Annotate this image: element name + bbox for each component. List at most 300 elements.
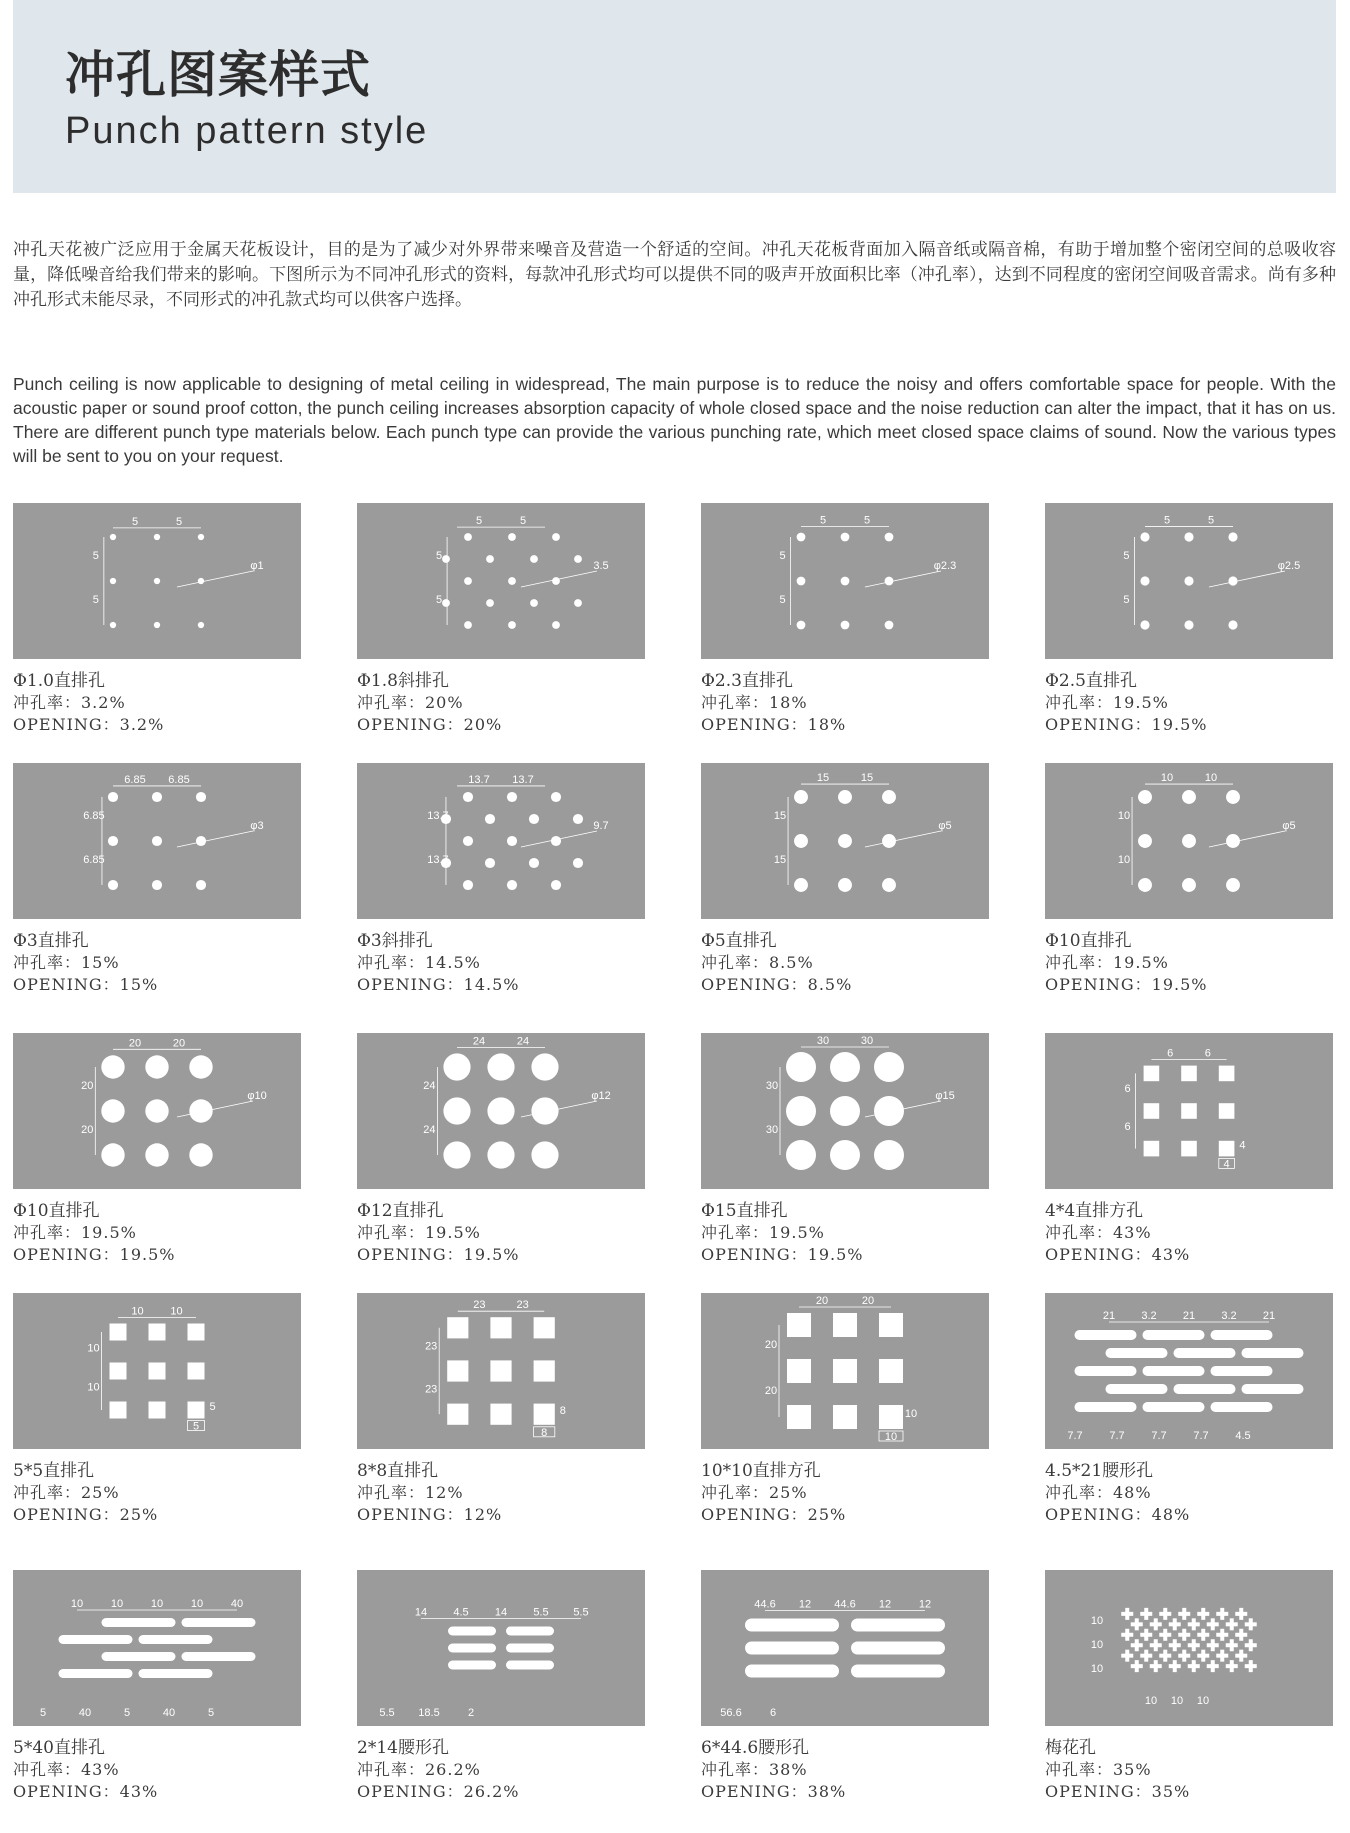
opening-rate: OPENING：19.5% — [1045, 715, 1208, 734]
punch-hole — [1207, 1618, 1219, 1630]
punch-hole — [110, 1324, 127, 1341]
opening-rate: OPENING：8.5% — [701, 975, 853, 994]
punch-hole — [874, 1052, 904, 1082]
dimension-label: 10 — [87, 1381, 100, 1394]
punch-hole — [154, 622, 160, 628]
dimension-label: 5 — [92, 550, 99, 562]
punch-hole — [1226, 1618, 1238, 1630]
diameter-leader-line — [521, 571, 597, 587]
punch-hole — [830, 1096, 860, 1126]
dimension-label: 18.5 — [418, 1707, 440, 1719]
dimension-label: 5 — [1123, 594, 1130, 606]
dimension-label: 7.7 — [1109, 1430, 1125, 1442]
dimension-label: 24 — [423, 1080, 436, 1092]
opening-rate: OPENING：14.5% — [357, 975, 520, 994]
dimension-label: 5 — [123, 1707, 131, 1719]
punch-hole — [838, 834, 852, 848]
dimension-label: 5 — [779, 594, 786, 606]
punch-hole — [1143, 1330, 1205, 1340]
punch-rate: 冲孔率：25% — [13, 1483, 120, 1502]
punch-rate: 冲孔率：48% — [1045, 1483, 1152, 1502]
punch-hole — [189, 1055, 212, 1078]
intro-paragraph-chinese: 冲孔天花被广泛应用于金属天花板设计，目的是为了减少对外界带来噪音及营造一个舒适的空间。冲孔天花板背面加入隔音纸或隔音棉，有助于增加整个密闭空间的总吸收容量，降低噪音给我们带来的影响。下图所示为不同冲孔形式的资料，每款冲孔形式均可以提供不同的吸声开放面积比率（冲孔率），达到不同程度的密闭空间吸音需求。尚有多种冲孔形式未能尽录，不同形式的冲孔款式均可以供客户选择。 — [13, 240, 1336, 310]
pattern-swatch — [357, 1293, 645, 1449]
opening-rate: OPENING：18% — [701, 715, 847, 734]
punch-hole — [188, 1324, 205, 1341]
pattern-swatch — [13, 763, 301, 919]
pattern-name: Φ10直排孔 — [1045, 931, 1132, 951]
punch-hole — [102, 1618, 176, 1627]
pattern-card — [1045, 503, 1333, 735]
punch-hole — [110, 1363, 127, 1380]
dimension-label: 10 — [1090, 1663, 1104, 1675]
dimension-label: 15 — [773, 810, 787, 822]
punch-hole — [182, 1652, 256, 1661]
punch-hole — [463, 792, 473, 802]
punch-hole — [101, 1099, 124, 1122]
punch-hole — [508, 621, 516, 629]
punch-hole — [1219, 1141, 1235, 1157]
punch-hole — [786, 1140, 816, 1170]
punch-rate: 冲孔率：14.5% — [357, 953, 481, 972]
pattern-name: Φ3直排孔 — [13, 931, 89, 951]
dimension-label: 23 — [473, 1299, 486, 1312]
punch-hole — [506, 1644, 554, 1653]
dimension-label: 5 — [207, 1707, 215, 1719]
diameter-leader-line — [177, 571, 253, 587]
dimension-label: 5 — [1163, 514, 1171, 527]
punch-hole — [487, 1141, 514, 1168]
pattern-card — [357, 503, 645, 735]
punch-hole — [1181, 1141, 1197, 1157]
dimension-label: 5 — [192, 1420, 200, 1433]
dimension-label: 20 — [81, 1124, 94, 1136]
pattern-swatch — [701, 763, 989, 919]
punch-hole — [108, 880, 118, 890]
pattern-name: Φ10直排孔 — [13, 1201, 100, 1221]
punch-rate: 冲孔率：20% — [357, 693, 464, 712]
punch-hole — [794, 878, 808, 892]
punch-hole — [787, 1313, 811, 1337]
dimension-label: 5 — [175, 515, 183, 528]
punch-hole — [534, 1360, 555, 1381]
dimension-label: 30 — [816, 1035, 830, 1047]
pattern-swatch — [1045, 1033, 1333, 1189]
pattern-swatch — [13, 1033, 301, 1189]
punch-hole — [833, 1359, 857, 1383]
dimension-label: 10 — [150, 1598, 164, 1610]
pattern-swatch — [13, 1570, 301, 1726]
dimension-label: 14 — [414, 1606, 428, 1619]
dimension-label: 10 — [190, 1598, 204, 1610]
dimension-label: 7.7 — [1193, 1430, 1209, 1442]
punch-hole — [463, 836, 473, 846]
dimension-label: 10 — [884, 1431, 898, 1443]
dimension-label: 7.7 — [1067, 1430, 1083, 1442]
punch-hole — [1188, 1618, 1200, 1630]
punch-hole — [745, 1665, 839, 1678]
punch-hole — [110, 1402, 127, 1419]
pattern-swatch — [13, 503, 301, 659]
punch-hole — [874, 1096, 904, 1126]
punch-hole — [1182, 790, 1196, 804]
dimension-label: 10 — [170, 1305, 183, 1318]
punch-hole — [531, 1141, 558, 1168]
diameter-leader-line — [865, 571, 941, 587]
dimension-label: 4 — [1223, 1158, 1230, 1171]
pattern-swatch — [701, 1033, 989, 1189]
punch-hole — [149, 1363, 166, 1380]
pattern-card — [357, 763, 645, 995]
punch-hole — [745, 1642, 839, 1655]
dimension-label: 10 — [1170, 1695, 1184, 1707]
punch-hole — [1184, 532, 1193, 541]
punch-hole — [443, 1053, 470, 1080]
punch-hole — [1075, 1330, 1137, 1340]
punch-hole — [1131, 1639, 1143, 1651]
pattern-swatch — [1045, 763, 1333, 919]
pattern-swatch — [357, 1033, 645, 1189]
dimension-label: 5 — [519, 515, 527, 528]
punch-hole — [530, 599, 538, 607]
punch-hole — [786, 1052, 816, 1082]
punch-hole — [879, 1313, 903, 1337]
punch-hole — [490, 1360, 511, 1381]
punch-hole — [1245, 1639, 1257, 1651]
punch-hole — [1245, 1660, 1257, 1672]
pattern-card — [701, 1570, 989, 1802]
opening-rate: OPENING：43% — [13, 1782, 159, 1801]
punch-hole — [1138, 878, 1152, 892]
punch-hole — [110, 622, 116, 628]
punch-hole — [787, 1405, 811, 1429]
punch-hole — [797, 577, 806, 586]
punch-hole — [1159, 1629, 1171, 1641]
punch-hole — [188, 1402, 205, 1419]
punch-hole — [1159, 1608, 1171, 1620]
dimension-label: 5 — [863, 514, 871, 527]
punch-hole — [448, 1644, 496, 1653]
dimension-label: 40 — [230, 1598, 244, 1610]
punch-rate: 冲孔率：19.5% — [13, 1223, 137, 1242]
dimension-label: 14 — [494, 1606, 508, 1619]
diameter-leader-line — [1209, 831, 1285, 847]
punch-hole — [485, 858, 495, 868]
punch-hole — [745, 1619, 839, 1632]
dimension-label: 6.85 — [168, 773, 190, 786]
pattern-name: 6*44.6腰形孔 — [701, 1738, 810, 1758]
dimension-label: 5 — [436, 550, 443, 562]
dimension-label: φ5 — [938, 820, 952, 832]
pattern-swatch — [357, 763, 645, 919]
dimension-label: 10 — [110, 1598, 124, 1610]
punch-hole — [139, 1635, 213, 1644]
punch-hole — [149, 1324, 166, 1341]
punch-hole — [851, 1619, 945, 1632]
punch-hole — [574, 555, 582, 563]
punch-hole — [1178, 1629, 1190, 1641]
dimension-label: 10 — [131, 1305, 144, 1318]
punch-hole — [152, 792, 162, 802]
punch-hole — [1178, 1650, 1190, 1662]
dimension-label: 6 — [1124, 1083, 1131, 1096]
pattern-name: Φ2.3直排孔 — [701, 671, 793, 691]
dimension-label: 3.2 — [1221, 1310, 1237, 1322]
pattern-card — [13, 503, 301, 735]
dimension-label: 44.6 — [834, 1598, 856, 1611]
dimension-label: 23 — [425, 1340, 438, 1353]
punch-hole — [1144, 1066, 1160, 1082]
punch-hole — [851, 1642, 945, 1655]
punch-hole — [508, 533, 516, 541]
punch-hole — [196, 792, 206, 802]
punch-hole — [508, 577, 516, 585]
punch-hole — [182, 1618, 256, 1627]
punch-hole — [464, 621, 472, 629]
dimension-label: 20 — [172, 1037, 186, 1050]
punch-hole — [1228, 620, 1237, 629]
pattern-card — [357, 1033, 645, 1265]
dimension-label: 20 — [764, 1339, 778, 1351]
punch-hole — [198, 578, 204, 584]
dimension-label: 30 — [765, 1124, 779, 1136]
punch-hole — [787, 1359, 811, 1383]
punch-hole — [196, 880, 206, 890]
punch-hole — [1140, 620, 1149, 629]
opening-rate: OPENING：20% — [357, 715, 503, 734]
punch-hole — [102, 1652, 176, 1661]
opening-rate: OPENING：19.5% — [13, 1245, 176, 1264]
punch-hole — [1197, 1650, 1209, 1662]
punch-hole — [145, 1099, 168, 1122]
opening-rate: OPENING：38% — [701, 1782, 847, 1801]
punch-hole — [1219, 1103, 1235, 1119]
punch-hole — [486, 555, 494, 563]
dimension-label: 10 — [87, 1342, 100, 1355]
dimension-label: 13.7 — [512, 773, 534, 786]
punch-hole — [189, 1143, 212, 1166]
punch-rate: 冲孔率：8.5% — [701, 953, 814, 972]
punch-hole — [1174, 1348, 1236, 1358]
punch-hole — [879, 1405, 903, 1429]
dimension-label: 5 — [39, 1707, 47, 1719]
punch-hole — [1140, 1608, 1152, 1620]
punch-hole — [534, 1317, 555, 1338]
punch-hole — [794, 834, 808, 848]
page-subtitle: Punch pattern style — [65, 110, 429, 152]
punch-hole — [1075, 1366, 1137, 1376]
pattern-name: Φ5直排孔 — [701, 931, 777, 951]
punch-hole — [1207, 1660, 1219, 1672]
punch-hole — [838, 790, 852, 804]
pattern-swatch — [701, 503, 989, 659]
pattern-swatch — [357, 503, 645, 659]
pattern-name: 5*5直排孔 — [13, 1461, 95, 1481]
punch-hole — [833, 1313, 857, 1337]
dimension-label: 10 — [904, 1408, 918, 1420]
punch-hole — [1188, 1660, 1200, 1672]
dimension-label: 10 — [1090, 1639, 1104, 1651]
punch-hole — [149, 1402, 166, 1419]
punch-hole — [152, 836, 162, 846]
dimension-label: φ10 — [247, 1090, 267, 1102]
punch-hole — [1184, 620, 1193, 629]
punch-hole — [59, 1635, 133, 1644]
punch-hole — [1131, 1660, 1143, 1672]
punch-hole — [1169, 1618, 1181, 1630]
punch-hole — [1242, 1348, 1304, 1358]
punch-hole — [506, 1627, 554, 1636]
dimension-label: φ1 — [250, 560, 264, 572]
punch-hole — [882, 790, 896, 804]
punch-rate: 冲孔率：43% — [1045, 1223, 1152, 1242]
dimension-label: 4.5 — [453, 1606, 469, 1619]
pattern-name: 4*4直排方孔 — [1045, 1201, 1144, 1221]
punch-hole — [551, 792, 561, 802]
pattern-name: 2*14腰形孔 — [357, 1738, 449, 1758]
dimension-label: 4.5 — [1235, 1430, 1251, 1442]
dimension-label: 5.5 — [573, 1606, 589, 1619]
punch-hole — [841, 621, 850, 630]
punch-hole — [1184, 576, 1193, 585]
dimension-label: 20 — [81, 1080, 94, 1092]
punch-hole — [1140, 1629, 1152, 1641]
dimension-label: 10 — [1144, 1695, 1158, 1707]
punch-hole — [1216, 1629, 1228, 1641]
punch-hole — [1138, 790, 1152, 804]
opening-rate: OPENING：19.5% — [357, 1245, 520, 1264]
pattern-name: 梅花孔 — [1045, 1738, 1096, 1758]
punch-hole — [1211, 1330, 1273, 1340]
dimension-label: 23 — [516, 1299, 529, 1312]
punch-hole — [552, 533, 560, 541]
dimension-label: 9.7 — [593, 820, 609, 832]
pattern-name: Φ3斜排孔 — [357, 931, 433, 951]
punch-hole — [447, 1360, 468, 1381]
punch-hole — [1181, 1103, 1197, 1119]
dimension-label: φ2.5 — [1277, 560, 1301, 572]
dimension-label: 24 — [472, 1035, 486, 1048]
pattern-card — [1045, 1033, 1333, 1265]
dimension-label: 15 — [773, 854, 787, 866]
punch-hole — [487, 1097, 514, 1124]
dimension-label: 30 — [765, 1080, 779, 1092]
dimension-label: 13.7 — [468, 773, 490, 786]
punch-hole — [1150, 1618, 1162, 1630]
punch-hole — [1144, 1141, 1160, 1157]
punch-hole — [534, 1404, 555, 1425]
pattern-name: 4.5*21腰形孔 — [1045, 1461, 1154, 1481]
punch-hole — [1174, 1384, 1236, 1394]
punch-hole — [507, 792, 517, 802]
punch-hole — [841, 533, 850, 542]
punch-hole — [154, 534, 160, 540]
dimension-label: 40 — [78, 1707, 92, 1719]
dimension-label: 8 — [559, 1405, 566, 1418]
pattern-card — [1045, 763, 1333, 995]
dimension-label: 3.5 — [593, 560, 609, 572]
dimension-label: 21 — [1182, 1310, 1196, 1322]
punch-hole — [794, 790, 808, 804]
punch-hole — [110, 578, 116, 584]
punch-hole — [507, 880, 517, 890]
pattern-name: Φ12直排孔 — [357, 1201, 444, 1221]
punch-hole — [108, 792, 118, 802]
punch-hole — [1242, 1384, 1304, 1394]
punch-hole — [487, 1053, 514, 1080]
pattern-card — [1045, 1570, 1333, 1802]
dimension-label: 6 — [1124, 1120, 1131, 1133]
punch-rate: 冲孔率：19.5% — [701, 1223, 825, 1242]
punch-hole — [797, 621, 806, 630]
dimension-label: 10 — [1090, 1615, 1104, 1627]
pattern-swatch — [13, 1293, 301, 1449]
punch-hole — [1235, 1629, 1247, 1641]
punch-hole — [531, 1053, 558, 1080]
opening-rate: OPENING：25% — [701, 1505, 847, 1524]
pattern-name: Φ15直排孔 — [701, 1201, 788, 1221]
dimension-label: 21 — [1102, 1310, 1116, 1322]
diameter-leader-line — [177, 1101, 253, 1117]
punch-hole — [1169, 1660, 1181, 1672]
punch-hole — [506, 1661, 554, 1670]
punch-hole — [1075, 1402, 1137, 1412]
punch-hole — [1138, 834, 1152, 848]
punch-hole — [1197, 1608, 1209, 1620]
dimension-label: 7.7 — [1151, 1430, 1167, 1442]
pattern-swatch — [701, 1293, 989, 1449]
opening-rate: OPENING：12% — [357, 1505, 503, 1524]
punch-hole — [841, 577, 850, 586]
pattern-name: 10*10直排方孔 — [701, 1461, 821, 1481]
pattern-card — [357, 1570, 645, 1802]
dimension-label: 12 — [798, 1598, 812, 1611]
dimension-label: 40 — [162, 1707, 176, 1719]
punch-hole — [874, 1140, 904, 1170]
punch-rate: 冲孔率：12% — [357, 1483, 464, 1502]
page-title: 冲孔图案样式 — [65, 46, 371, 104]
dimension-label: φ2.3 — [933, 560, 957, 572]
punch-hole — [830, 1140, 860, 1170]
pattern-name: Φ1.8斜排孔 — [357, 671, 449, 691]
diameter-leader-line — [1209, 571, 1285, 587]
dimension-label: 5 — [436, 594, 443, 606]
punch-hole — [152, 880, 162, 890]
punch-hole — [851, 1665, 945, 1678]
punch-hole — [529, 858, 539, 868]
pattern-swatch — [701, 1570, 989, 1726]
dimension-label: φ15 — [935, 1090, 955, 1102]
punch-hole — [464, 533, 472, 541]
punch-hole — [1188, 1639, 1200, 1651]
punch-hole — [464, 577, 472, 585]
opening-rate: OPENING：35% — [1045, 1782, 1191, 1801]
opening-rate: OPENING：26.2% — [357, 1782, 520, 1801]
pattern-name: 5*40直排孔 — [13, 1738, 105, 1758]
punch-hole — [1121, 1608, 1133, 1620]
punch-hole — [507, 836, 517, 846]
dimension-label: 6 — [769, 1707, 777, 1719]
punch-hole — [1216, 1650, 1228, 1662]
dimension-label: 5.5 — [533, 1606, 549, 1619]
punch-hole — [552, 621, 560, 629]
punch-hole — [573, 814, 583, 824]
opening-rate: OPENING：43% — [1045, 1245, 1191, 1264]
punch-hole — [1131, 1618, 1143, 1630]
punch-hole — [442, 599, 450, 607]
punch-hole — [1245, 1618, 1257, 1630]
punch-hole — [1106, 1384, 1168, 1394]
